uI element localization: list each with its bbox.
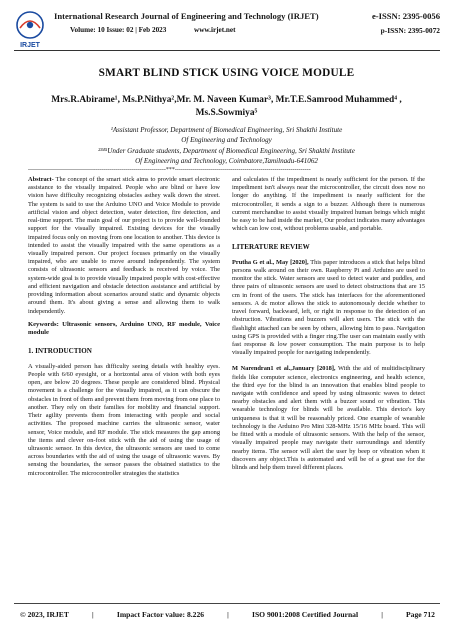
reference-1-head: Prutha G et al., May [2020],: [232, 258, 309, 266]
journal-title: International Research Journal of Engineering and Technology (IRJET): [54, 11, 319, 21]
footer-impact-factor: Impact Factor value: 8.226: [116, 610, 205, 619]
abstract-label: Abstract-: [28, 176, 54, 183]
reference-1-text: This paper introduces a stick that helps blind persons walk around on their own. Raspberry Pi and Arduino are used to monitor the stick. Water sensors are used to detect water and puddles, and three pairs of ultrasonic sensors are used to detect obstructions that are 15 cm in front of the users. The stick has interfaces for the aforementioned sensors. A dc motor allows the stick to autonomously decide whether to travel forward, backward, left, or right in response to the detection of an obstruction. Vibrations and buzzers will alert users. The stick with the flashlight attached can be seen by others, allowing him to pass. Navigation using GPS is provided with a finger ring.The user can maintain easily with fast response & low power consumption. The main purpose is to help visually impaired people for navigating independently.: [232, 258, 425, 357]
volume-issue: Volume: 10 Issue: 02 | Feb 2023: [70, 26, 167, 34]
page-footer: [20, 610, 435, 619]
footer-separator: |: [381, 610, 383, 619]
e-issn: e-ISSN: 2395-0056: [371, 11, 440, 21]
footer-separator: |: [227, 610, 229, 619]
introduction-heading: 1. INTRODUCTION: [28, 346, 92, 355]
section-divider: ---------------------------------------------------------------------***--------------------------------------------------------------------: [28, 167, 311, 173]
journal-header: [14, 10, 440, 50]
affiliations: [40, 126, 413, 168]
p-issn: p-ISSN: 2395-0072: [380, 26, 440, 35]
footer-separator: |: [92, 610, 94, 619]
irjet-logo: [14, 10, 46, 50]
affiliation-2-line-2: Of Engineering and Technology, Coimbatore,Tamilnadu-641062: [135, 156, 318, 165]
footer-iso: ISO 9001:2008 Certified Journal: [251, 610, 359, 619]
affiliation-1-line-1: ¹Assistant Professor, Department of Biomedical Engineering, Sri Shakthi Institute: [110, 126, 343, 134]
right-column: [232, 176, 425, 472]
paper-title: SMART BLIND STICK USING VOICE MODULE: [98, 67, 355, 79]
journal-website[interactable]: www.irjet.net: [194, 26, 236, 34]
footer-page-number: Page 712: [406, 610, 435, 619]
authors-line-2: Ms.S.Sowmiya⁵: [195, 108, 258, 118]
keywords: Keywords: Ultrasonic sensors, Arduino UNO, RF module, Voice module: [28, 320, 220, 337]
abstract: [28, 176, 220, 316]
introduction-continued: and calculates if the impediment is nearly sufficient for the person. If the impediment isn't always near the microcontroller, the circuit does now no longer do anything. If the impediment is nearly sufficient for the microcontroller, it sends a sign to a buzzer. Although there is numerous current merchandise to assist visually impaired human beings which might be easy to be had inside the market, Our product indicates many advantages which can low cost, without problems usable, and portable.: [232, 176, 425, 233]
affiliation-1-line-2: Of Engineering and Technology: [181, 135, 272, 144]
footer-divider: [14, 603, 440, 604]
reference-2-head: M Narendran1 et al.,January [2018],: [232, 365, 336, 373]
affiliation-2-line-1: ²³⁴⁵Under Graduate students, Department of Biomedical Engineering, Sri Shakthi Institute: [98, 147, 355, 156]
abstract-text: The concept of the smart stick aims to provide smart electronic assistance to the visually impaired. People who are blind or have low vision have difficulty recognizing obstacles asthey walk down the street. The system is said to use the Arduino UNO and Voice Module to provide artificial vision and object detection, water detection, fire detection, and real-time support. The main goal of our project is to provide well-founded support for the visually impaired. Existing devices for the visually impaired focus only on moving from one location to another. This device is intended to assist the visually impaired with the same operations as a visually impaired person. Our project focuses primarily on the visually impaired, who are unable to move around independently. The system consists of ultrasonic sensors and feedback is received by voice. The system-wide goal is to provide visually impaired people with cost-effective and efficient navigation and obstacle detection assistance and artificial by providing information about scenarios around static and dynamic objects around them. It's about giving a sense and allowing them to walk independently.: [28, 176, 220, 315]
reference-1: [232, 259, 425, 358]
left-column: [28, 176, 220, 478]
header-divider: [14, 50, 440, 51]
logo-text: IRJET: [20, 42, 40, 49]
introduction-text: A visually-aided person has difficulty seeing details with healthy eyes. People with 6/60 eyesight, or a horizontal area of vision with both eyes open, are below 20 degrees. These people are considered blind. Physical movement is a challenge for the visually impaired, as it can obscure the obstacles in front of them and prevent them from moving from one place to another. They rely on their families for mobility and financial support. Their agility prevents them from interacting with people and social activities. The proposed machine carries the ultrasonic sensor, water sensor, Voice module, and RF module. The stick measures the gap among the items and clever on-foot stick with the aid of using the usage of ultrasonic sensor. In this device, the ultrasonic sensors are used to come across boundaries with the aid of using the usage of ultrasonic waves. By sensing the boundaries, the sensor passes the obtained statistics to the microcontroller. The microcontroller strategies the statistics: [28, 362, 220, 477]
literature-review-heading: LITERATURE REVIEW: [232, 242, 310, 251]
reference-2: [232, 365, 425, 472]
reference-2-text: With the aid of multidisciplinary fields like computer science, electronics engineering, and health science, the third eye for the blind is an innovation that enables blind people to navigate with confidence and speed by using ultrasonic waves to detect nearby obstacles and alert them with a buzzer sound or vibration. This wearable technology for blinds will be available. This device's key uniqueness is that it will be reasonably priced. One example of wearable technology is the Arduino Pro Mini 328-MHz 15/16 MHz board. This will be fitted with a module of ultrasonic sensors. With the help of the sensor, visually impaired people may navigate their surroundings and identify nearby items. The sensor will alert the user by beep or vibration when it discovers any object.This is automated and will be of a great use for the blinds and help them travel different places.: [232, 365, 426, 471]
footer-copyright: © 2023, IRJET: [20, 610, 69, 619]
authors-line-1: Mrs.R.Abirame¹, Ms.P.Nithya²,Mr. M. Naveen Kumar³, Mr.T.E.Samrood Muhammed⁴ ,: [51, 95, 402, 105]
author-list: [40, 94, 413, 120]
